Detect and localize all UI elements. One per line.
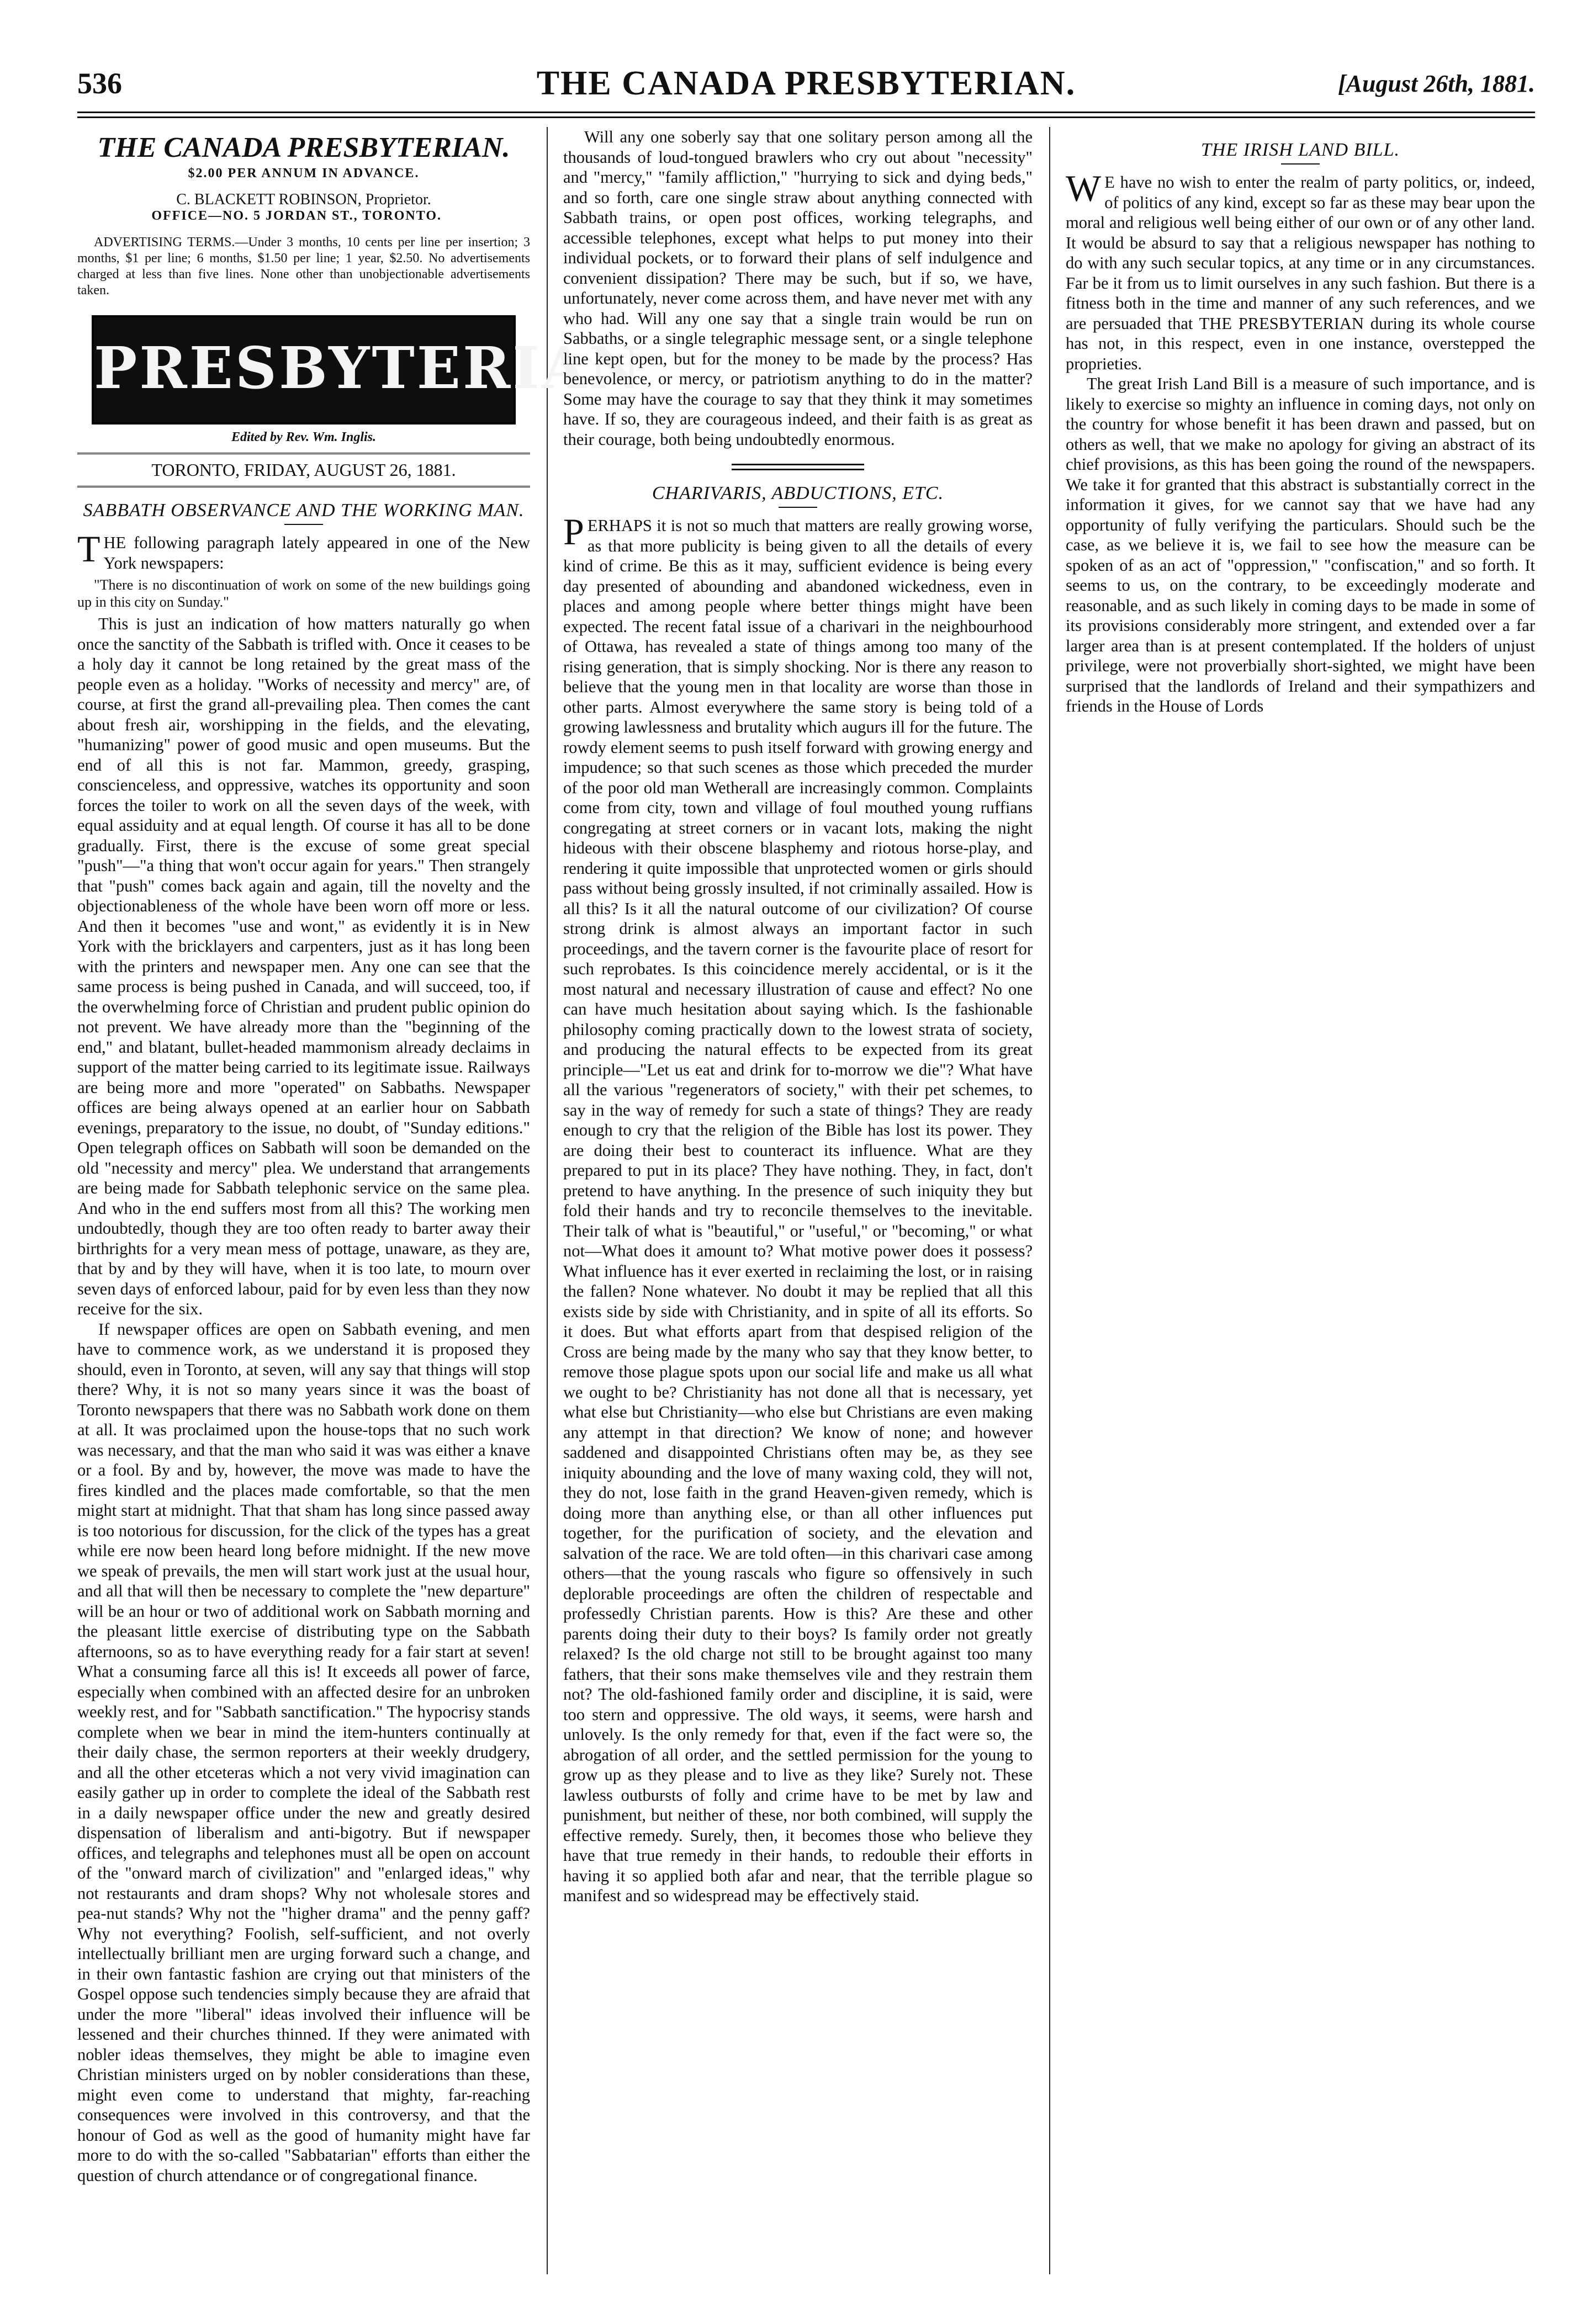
title-separator (779, 507, 817, 508)
column-1 (77, 127, 643, 2280)
advertising-terms: ADVERTISING TERMS.—Under 3 months, 10 cents per line per insertion; 3 months, $1 per line; 6 months, $1.50 per line; 1 year, $2.50. No advertisements charged at less than five lines. None other than unobjectionable advertisements taken. (77, 235, 530, 298)
header-date: [August 26th, 1881. (1338, 70, 1535, 97)
article-intro: THE following paragraph lately appeared in one of the New York newspapers: (77, 528, 530, 572)
article-paragraph: The great Irish Land Bill is a measure of such importance, and is likely to exercise so mighty an influence in coming days, not only on the country for whose benefit it has been drawn and passed, but on others as well, that we make no apology for giving an abstract of its chief provisions, as this has been going the round of the newspapers. We take it for granted that this abstract is substantially correct in the information it gives, for we cannot say that we have had any opportunity of fully verifying the particulars. Should such be the case, as we believe it is, we fail to see how the measure can be spoken of as an act of "oppression," "confiscation," and so forth. It seems to us, on the contrary, to be exceedingly moderate and reasonable, and as such likely in coming days to be made in some of its provisions considerably more stringent, and extended over a far larger area than is at present contemplated. If the holders of unjust privilege, were not proverbially short-sighted, we might have been surprised that the landlords of Ireland and their sympathizers and friends in the House of Lords (1066, 374, 1535, 715)
column-2 (563, 127, 1033, 2280)
article-paragraph: WE have no wish to enter the realm of party politics, or, indeed, of politics of any kind, except so far as these may bear upon the moral and religious well being either of our own or of any other land. It would be absurd to say that a religious newspaper has nothing to do with any such secular topics, at any time or in any circumstances. Far be it from us to limit ourselves in any such fashion. But there is a fitness both in the time and manner of any such references, and we are persuaded that THE PRESBYTERIAN during its whole course has not, in this respect, even in one instance, overstepped the proprieties. (1066, 167, 1535, 373)
masthead (77, 131, 643, 487)
dateline: TORONTO, FRIDAY, AUGUST 26, 1881. (77, 453, 530, 487)
section-divider (732, 464, 864, 470)
publisher: C. BLACKETT ROBINSON, Proprietor. (176, 191, 431, 208)
running-title: THE CANADA PRESBYTERIAN. (536, 65, 1076, 102)
column-3 (1066, 127, 1535, 2280)
page-number: 536 (77, 67, 122, 100)
quoted-paragraph: "There is no discontinuation of work on some of the new buildings going up in this city on Sunday." (77, 577, 530, 610)
article-paragraph: PERHAPS it is not so much that matters are really growing worse, as that more publicity is being given to all the details of every kind of crime. Be this as it may, sufficient evidence is being every day presented of abounding and abandoned wickedness, even in places and among people where better things might have been expected. The recent fatal issue of a charivari in the neighbourhood of Ottawa, has revealed a state of things among too many of the rising generation, that is simply shocking. Nor is there any reason to believe that the young men in that locality are worse than those in other parts. Almost everywhere the same story is being told of a growing lawlessness and brutality which augurs ill for the future. The rowdy element seems to push itself forward with growing energy and impudence; so that such scenes as those which preceded the murder of the poor old man Wetherall are increasingly common. Complaints come from city, town and village of foul mouthed young ruffians congregating at street corners or in vacant lots, making the night hideous with their obscene blasphemy and riotous horse-play, and rendering it quite impossible that unprotected women or girls should pass without being grossly insulted, if not criminally assailed. How is all this? Is it all the natural outcome of our civilization? Of course strong drink is almost always an important factor in such proceedings, and the tavern corner is the favourite place of resort for such reprobates. Is this coincidence merely accidental, or is it the most natural and necessary illustration of cause and effect? No one can have much hesitation about saying which. Is the fashionable philosophy coming practically down to the lowest strata of society, and producing the natural effects to be expected from its great principle—"Let us eat and drink for to-morrow we die"? What have all the various "regenerators of society," with their pet schemes, to say in the way of remedy for such a state of things? They are ready enough to cry that the religion of the Bible has lost its power. They are doing their best to counteract its influence. What are they prepared to put in its place? They have nothing. They, in fact, don't pretend to have anything. In the presence of such iniquity they but fold their hands and try to reconcile themselves to the inevitable. Their talk of what is "beautiful," or "useful," or "becoming," or what not—What does it amount to? What motive power does it possess? What influence has it ever exerted in reclaiming the lost, or in raising the fallen? None whatever. No doubt it may be replied that all this exists side by side with Christianity, and in spite of all its efforts. So it does. But what efforts apart from that despised religion of the Cross are being made by the many who say that they know better, to remove those plague spots upon our social life and make us all what we ought to be? Christianity has not done all that is necessary, yet what else but Christianity—who else but Christians are even making any attempt in that direction? We know of none; and however saddened and disappointed Christians often may be, as they see iniquity abounding and the love of many waxing cold, they will not, they do not, lose faith in the grand Heaven-given remedy, which is doing more than anything else, or than all other influences put together, for the purification of society, and the elevation and salvation of the race. We are told often—in this charivari case among others—that the young rascals who figure so offensively in such deplorable proceedings are often the children of respectable and professedly Christian parents. How is this? Are these and other parents doing their duty to their boys? Is family order not greatly relaxed? Is the old charge not still to be brought against too many fathers, that their sons make themselves vile and they restrain them not? The old-fashioned family order and discipline, it is said, were too stern and oppressive. The old ways, it seems, were harsh and unlovely. Is the only remedy for that, even if the fact were so, the abrogation of all order, and the settled permission for the young to grow up as they please and to live as they like? Surely not. These lawless outbursts of folly and crime have to be met by law and punishment, but neither of these, nor both combined, will supply the effective remedy. Surely, then, it becomes those who believe they have that true remedy in their hands, to redouble their efforts in having it so applied both afar and near, that the terrible plague so manifest and so widespread may be effectively staid. (563, 511, 1033, 1905)
title-separator (284, 524, 323, 525)
article-paragraph: Will any one soberly say that one solitary person among all the thousands of loud-tongued brawlers who cry out about "necessity" and "mercy," "family affliction," "hurrying to sick and dying beds," and so forth, care one single straw about anything connected with Sabbath trains, or open post offices, working telegraphs, and accessible telephones, except what helps to put money into their individual pockets, or to forward their plans of self indulgence and convenient dissipation? There may be such, but if so, we have, unfortunately, never come across them, and have never met with any who had. Will any one say that a single train would be run on Sabbaths, or a single telegraphic message sent, or a single telephone line kept open, but for the money to be made by the process? Has benevolence, or mercy, or patriotism anything to do in the matter? Some may have the courage to say that they think it may sometimes have. If so, they are courageous indeed, and their faith is as great as their courage, both being undoubtedly enormous. (563, 128, 1033, 449)
article-title: THE IRISH LAND BILL. (1200, 140, 1400, 160)
article-title: SABBATH OBSERVANCE AND THE WORKING MAN. (83, 500, 525, 521)
column-rule (547, 127, 548, 2274)
subscription-price: $2.00 PER ANNUM IN ADVANCE. (188, 166, 420, 181)
office-address: OFFICE—NO. 5 JORDAN ST., TORONTO. (151, 209, 442, 223)
logo-text: PRESBYTERIAN (94, 334, 643, 402)
title-separator (1281, 163, 1320, 165)
masthead-title: THE CANADA PRESBYTERIAN. (97, 132, 510, 163)
editor-line: Edited by Rev. Wm. Inglis. (231, 430, 376, 444)
article-paragraph: If newspaper offices are open on Sabbath evening, and men have to commence work, as we understand it is proposed they should, even in Toronto, at seven, will any say that things will stop there? Why, it is not so many years since it was the boast of Toronto newspapers that there was no Sabbath work done on them at all. It was proclaimed upon the house-tops that no such work was necessary, and that the man who said it was was either a knave or a fool. By and by, however, the move was made to have the fires kindled and the places made comfortable, so that the men might start at midnight. That that sham has long since passed away is too notorious for discussion, for the click of the types has a great while ere now been heard long before midnight. If the new move we speak of prevails, the men will start work just at the usual hour, and all that will then be necessary to complete the "new departure" will be an hour or two of additional work on Sabbath morning and the pleasant little exercise of distributing type on the Sabbath afternoons, so as to have everything ready for a fair start at seven! What a consuming farce all this is! It exceeds all power of farce, especially when combined with an affected desire for an unbroken weekly rest, and for "Sabbath sanctification." The hypocrisy stands complete when we bear in mind the item-hunters continually at their daily chase, the sermon reporters at their weekly drudgery, and all the other etceteras which a not very vivid imagination can easily gather up in order to complete the ideal of the Sabbath rest in a daily newspaper office under the new and greatly desired dispensation of liberalism and anti-bigotry. But if newspaper offices, and telegraphs and telephones must all be open on account of the "onward march of civilization" and "enlarged ideas," why not restaurants and dram shops? Why not wholesale stores and pea-nut stands? Why not the "higher drama" and the penny gaff? Why not everything? Foolish, self-sufficient, and not overly intellectually brilliant men are urging forward such a change, and in their own fantastic fashion are crying out that ministers of the Gospel oppose such tendencies simply because they are afraid that under the more "liberal" ideas involved their influence will be lessened and their churches thinned. If they were animated with nobler ideas themselves, they might be able to imagine even Christian ministers urged on by nobler considerations than these, might even come to understand that mighty, far-reaching consequences were involved in this controversy, and that the honour of God as well as the good of humanity might have far more to do with the so-called "Sabbatarian" efforts than either the question of church attendance or of congregational finance. (77, 1319, 530, 2185)
newspaper-page (77, 61, 1535, 2285)
article-title: CHARIVARIS, ABDUCTIONS, ETC. (652, 483, 944, 503)
article-charivaris (563, 482, 1033, 1906)
page-header (77, 61, 1535, 110)
article-sabbath (77, 500, 530, 2185)
article-paragraph: This is just an indication of how matters naturally go when once the sanctity of the Sabbath is trifled with. Once it ceases to be a holy day it cannot be long retained by the great mass of the people even as a holiday. "Works of necessity and mercy" are, of course, at first the grand all-prevailing plea. Then comes the cant about fresh air, worshipping in the fields, and the elevating, "humanizing" power of good music and open museums. But the end of all this is not far. Mammon, greedy, grasping, conscienceless, and oppressive, watches its opportunity and soon forces the toiler to work on all the seven days of the week, with equal assiduity and at equal length. Of course it has all to be done gradually. First, there is the excuse of some great special "push"—"a thing that won't occur again for years." Then strangely that "push" comes back again and again, till the novelty and the objectionableness of the whole have been worn off more or less. And then it becomes "use and wont," as evidently it is in New York with the bricklayers and carpenters, just as it has long been with the printers and newspaper men. Any one can see that the same process is being pushed in Canada, and will succeed, too, if the overwhelming force of Christian and prudent public opinion do not prevent. We have already more than the "beginning of the end," and blatant, bullet-headed mammonism already declaims in support of the matter being carried to its legitimate issue. Railways are being more and more "operated" on Sabbaths. Newspaper offices are being always opened at an earlier hour on Sabbath evenings, preparatory to the issue, no doubt, of "Sunday editions." Open telegraph offices on Sabbath will soon be demanded on the old "necessity and mercy" plea. We understand that arrangements are being made for Sabbath telephonic service on the same plea. And who in the end suffers most from all this? The working men undoubtedly, though they are too often ready to barter away their birthrights for a very mean mess of pottage, unaware, as they are, that by and by they will have, when it is too late, to mourn over seven days of enforced labour, paid for by even less than they now receive for the six. (77, 614, 530, 1318)
header-rule (77, 112, 1535, 118)
article-irish-land-bill (1066, 139, 1535, 717)
column-rule (1049, 127, 1050, 2274)
presbyterian-logo (92, 315, 643, 425)
article-sabbath-continued (563, 127, 1033, 449)
